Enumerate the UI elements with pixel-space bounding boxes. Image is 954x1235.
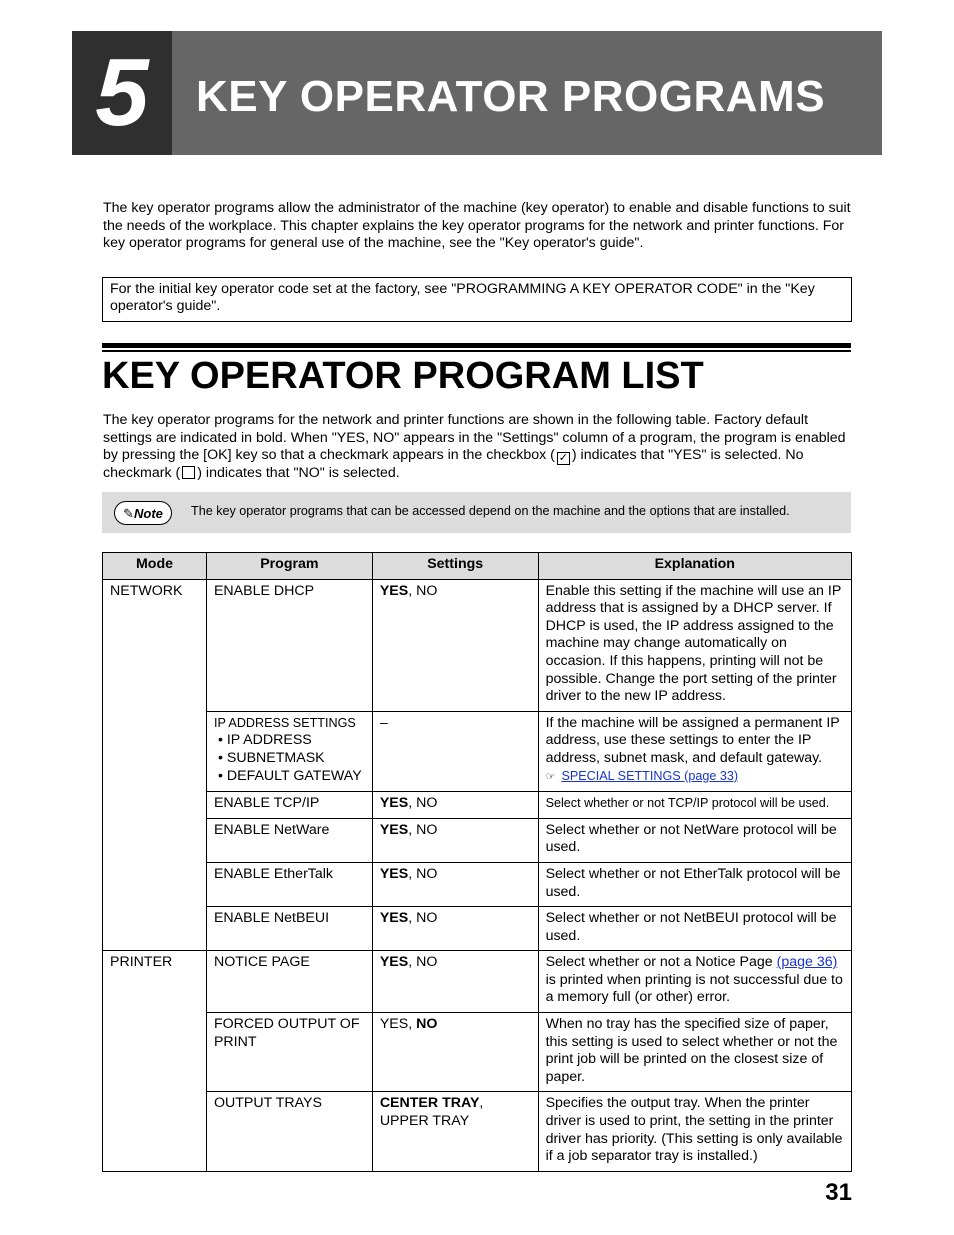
explanation-text: Select whether or not a Notice Page (545, 954, 777, 971)
settings-cell (372, 951, 538, 1013)
explanation-cell: Specifies the output tray. When the printer driver is used to print, the setting in the printer driver has priority. (This setting is only available if a job separator tray is installed.) (538, 1092, 851, 1171)
other-setting: , NO (408, 821, 438, 838)
explanation-cell (538, 951, 851, 1013)
section-intro-part1: The key operator programs for the network and printer functions are shown in the following table. Factory default settings are indicated in bold. When "YES, NO" appears in the "Settings" column of a program, the program is enabled by pressing the [OK] key so that a checkmark appears in the checkbox ( (103, 412, 846, 464)
other-setting: , NO (408, 865, 438, 882)
program-table (102, 552, 852, 1172)
explanation-text: If the machine will be assigned a permanent IP address, use these settings to enter the IP address, subnet mask, and default gateway. (545, 714, 840, 766)
program-cell: ENABLE DHCP (206, 579, 372, 711)
table-row (103, 711, 852, 791)
explanation-cell: Select whether or not EtherTalk protocol will be used. (538, 862, 851, 906)
section-intro-part3: ) indicates that "NO" is selected. (197, 465, 400, 482)
settings-cell (372, 1013, 538, 1092)
program-label: IP ADDRESS SETTINGS (213, 715, 356, 730)
section-intro-part2: ) indicates that "YES" is selected. No checkmark ( (103, 447, 804, 482)
program-cell: FORCED OUTPUT OF PRINT (206, 1013, 372, 1092)
key-operator-code-notice: For the initial key operator code set at the factory, see "PROGRAMMING A KEY OPERATOR CODE" in the "Key operator's guide". (102, 277, 852, 322)
page-number: 31 (825, 1179, 852, 1206)
table-row (103, 818, 852, 862)
program-cell: NOTICE PAGE (206, 951, 372, 1013)
default-setting: NO (416, 1016, 438, 1033)
explanation-cell: Enable this setting if the machine will use an IP address that is assigned by a DHCP server. If DHCP is used, the IP address assigned to the machine may change automatically on occasion. If this happens, printing will not be possible. Change the port setting of the printer driver to the new IP address. (538, 579, 851, 711)
table-row (103, 907, 852, 951)
program-cell: ENABLE EtherTalk (206, 862, 372, 906)
settings-cell (372, 579, 538, 711)
chapter-banner (72, 31, 882, 155)
explanation-cell: Select whether or not NetBEUI protocol will be used. (538, 907, 851, 951)
chapter-title: KEY OPERATOR PROGRAMS (196, 72, 826, 121)
explanation-cell: When no tray has the specified size of paper, this setting is used to select whether or not the print job will be printed on the closest size of paper. (538, 1013, 851, 1092)
other-setting: , NO (408, 910, 438, 927)
note-icon: ✎Note (114, 501, 172, 525)
default-setting: YES (379, 910, 409, 927)
settings-cell (372, 818, 538, 862)
explanation-cell: Select whether or not TCP/IP protocol will be used. (538, 792, 851, 819)
settings-cell (372, 862, 538, 906)
program-cell: ENABLE TCP/IP (206, 792, 372, 819)
table-header-row (103, 553, 852, 580)
intro-paragraph: The key operator programs allow the administrator of the machine (key operator) to enable and disable functions to suit the needs of the workplace. This chapter explains the key operator programs for the network and printer functions. For key operator programs for general use of the machine, see the "Key operator's guide". (103, 200, 851, 252)
chapter-number: 5 (72, 31, 172, 155)
other-setting: UPPER TRAY (379, 1113, 470, 1130)
settings-cell (372, 792, 538, 819)
settings-cell: – (372, 711, 538, 791)
checked-checkbox-icon: ✓ (558, 452, 568, 465)
other-setting: , NO (408, 582, 438, 599)
default-setting: YES (379, 582, 409, 599)
section-title: KEY OPERATOR PROGRAM LIST (102, 355, 704, 397)
header-program: Program (206, 553, 372, 580)
mode-printer: PRINTER (103, 951, 207, 1172)
program-subitem: • SUBNETMASK (217, 749, 325, 766)
section-rule-thin (102, 350, 851, 352)
settings-cell (372, 907, 538, 951)
table-row (103, 862, 852, 906)
section-rule-thick (102, 343, 851, 348)
program-cell: ENABLE NetWare (206, 818, 372, 862)
table-row (103, 792, 852, 819)
other-setting: , (479, 1095, 484, 1112)
other-setting: YES, (379, 1016, 417, 1033)
special-settings-link[interactable]: SPECIAL SETTINGS (page 33) (561, 768, 739, 783)
default-setting: YES (379, 821, 409, 838)
explanation-cell: Select whether or not NetWare protocol will be used. (538, 818, 851, 862)
note-badge-label: Note (134, 506, 163, 521)
header-mode: Mode (103, 553, 207, 580)
note-text: The key operator programs that can be accessed depend on the machine and the options that are installed. (191, 504, 790, 518)
note-bar (102, 492, 851, 533)
explanation-cell (538, 711, 851, 791)
table-row (103, 1013, 852, 1092)
default-setting: YES (379, 954, 409, 971)
other-setting: , NO (408, 954, 438, 971)
header-settings: Settings (372, 553, 538, 580)
table-row (103, 1092, 852, 1171)
program-subitem: • DEFAULT GATEWAY (217, 767, 362, 784)
table-row (103, 951, 852, 1013)
program-cell: ENABLE NetBEUI (206, 907, 372, 951)
program-cell (206, 711, 372, 791)
program-cell: OUTPUT TRAYS (206, 1092, 372, 1171)
section-intro-paragraph (103, 412, 853, 483)
default-setting: CENTER TRAY (379, 1095, 480, 1112)
default-setting: YES (379, 865, 409, 882)
default-setting: YES (379, 795, 409, 812)
header-explanation: Explanation (538, 553, 851, 580)
settings-cell (372, 1092, 538, 1171)
reference-pointer-icon: ☞ (545, 770, 556, 783)
other-setting: , NO (408, 795, 438, 812)
table-row (103, 579, 852, 711)
empty-checkbox-icon (182, 466, 195, 479)
program-subitem: • IP ADDRESS (217, 732, 312, 749)
mode-network: NETWORK (103, 579, 207, 951)
explanation-text: is printed when printing is not successful due to a memory full (or other) error. (545, 971, 843, 1006)
notice-page-link[interactable]: (page 36) (776, 954, 838, 971)
